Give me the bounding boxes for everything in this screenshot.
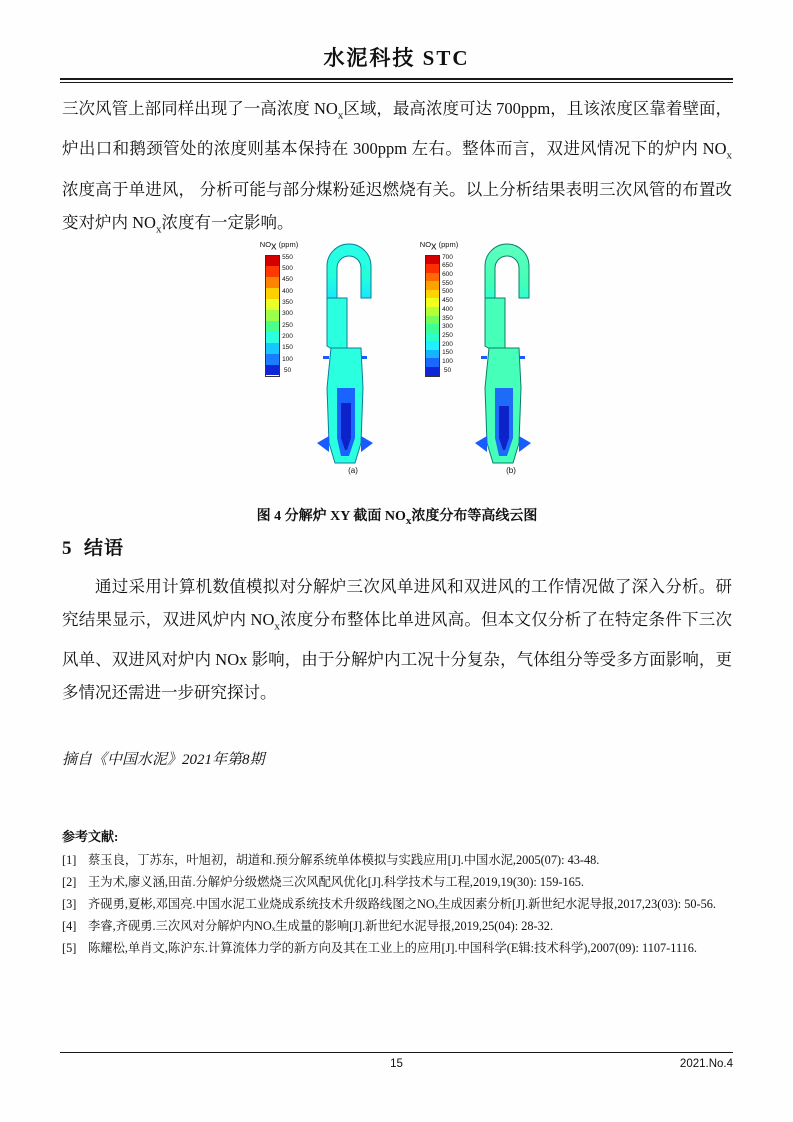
figure-caption-text: 图 4 分解炉 XY 截面 NO (256, 509, 406, 524)
page-header (60, 42, 733, 72)
legend-left-tick: 350 (282, 298, 293, 306)
legend-left-tick: 250 (282, 321, 293, 329)
section-body (62, 570, 732, 709)
list-item (62, 916, 734, 936)
figure-canvas (247, 228, 547, 493)
page-number: 15 (390, 1058, 403, 1070)
legend-right-tick: 500 (442, 288, 453, 296)
references-list (62, 850, 734, 960)
panel-label-a: (a) (348, 466, 358, 475)
paragraph-1-text-b: 区域，最高浓度可达 700ppm，且该浓度区靠着壁面，炉出口和鹅颈管处的浓度则基本保持在 300ppm 左右。整体而言，双进风情况下的炉内 NO (62, 99, 732, 159)
legend-left-tick: 300 (282, 310, 293, 318)
reference-text: 齐砚勇,夏彬,邓国亮.中国水泥工业烧成系统技术升级路线图之NOₓ生成因素分析[J].新世纪水泥导报,2017,23(03): 50-56. (88, 897, 716, 911)
reference-number: [2] (62, 875, 77, 889)
reference-number: [1] (62, 853, 77, 867)
figure-caption-sub: x (405, 514, 412, 527)
paragraph-1-text-c: 浓度高于单进风， 分析可能与部分煤粉延迟燃烧有关。以上分析结果表明三次风管的布置改变对炉内 NO (62, 179, 732, 232)
main-paragraph-block (62, 92, 732, 246)
figure-caption (62, 505, 732, 527)
legend-right-tick: 450 (442, 297, 453, 305)
legend-right-tick: 550 (442, 279, 453, 287)
legend-left-colorbar (265, 255, 280, 377)
reference-number: [5] (62, 941, 77, 955)
legend-right-tick: 100 (442, 358, 453, 366)
contour-plot-b (475, 238, 563, 488)
panel-label-b: (b) (506, 466, 516, 475)
list-item (62, 894, 734, 914)
legend-right-tick: 700 (442, 253, 453, 261)
legend-right-title-text: NO (419, 240, 432, 249)
legend-right-title-sub: x (431, 240, 437, 253)
list-item (62, 938, 734, 958)
legend-left-tick: 100 (282, 355, 293, 363)
subscript-x-3: x (155, 222, 162, 235)
legend-left-unit: (ppm) (278, 240, 299, 249)
contour-plot-a (317, 238, 405, 488)
footer-divider (60, 1052, 733, 1053)
paragraph-1-text-a: 三次风管上部同样出现了一高浓度 NO (62, 99, 338, 118)
legend-right-colorbar (425, 255, 440, 377)
subscript-x-2: x (726, 149, 732, 162)
references-title: 参考文献: (62, 829, 119, 844)
legend-right-title (407, 240, 471, 253)
section-heading (62, 533, 124, 560)
legend-left-title (247, 240, 311, 253)
legend-right-tick: 600 (442, 270, 453, 278)
legend-right-tick: 50 (443, 366, 452, 374)
paragraph-2-text-b: 浓度分布整体比单进风高。但本文仅分析了在特定条件下三次风单、双进风对炉内 NOx 影响，由于分解炉内工况十分复杂，气体组分等受多方面影响，更多情况还需进一步研究探讨。 (62, 610, 732, 703)
paragraph-2 (62, 570, 732, 709)
legend-left (247, 240, 311, 377)
legend-left-title-sub: x (271, 240, 277, 253)
reference-text: 王为术,廖义涵,田苗.分解炉分级燃烧三次风配风优化[J].科学技术与工程,2019,19(30): 159-165. (88, 875, 584, 889)
paragraph-1-text-d: 浓度有一定影响。 (161, 212, 294, 232)
legend-right-tick: 150 (442, 349, 453, 357)
legend-left-tick: 50 (283, 366, 292, 374)
legend-right-tick: 400 (442, 305, 453, 313)
legend-left-tick: 400 (282, 287, 293, 295)
section-number: 5 (62, 538, 73, 559)
paragraph-2-text-a: 通过采用计算机数值模拟对分解炉三次风单进风和双进风的工作情况做了深入分析。研究结果显示，双进风炉内 NO (62, 577, 732, 629)
paragraph-1 (62, 92, 732, 246)
legend-right-tick: 300 (442, 323, 453, 331)
legend-left-body (247, 255, 311, 377)
figure-caption-tail: 浓度分布等高线云图 (411, 509, 538, 524)
subscript-x-1: x (337, 109, 344, 122)
legend-right-tick: 250 (442, 331, 453, 339)
reference-text: 蔡玉良，丁苏东，叶旭初，胡道和.预分解系统单体模拟与实践应用[J].中国水泥,2005(07): 43-48. (88, 853, 600, 867)
issue-label: 2021.No.4 (679, 1058, 733, 1070)
header-divider-thin (60, 82, 733, 83)
legend-left-ticks (282, 255, 293, 375)
header-divider (60, 78, 733, 80)
legend-left-tick: 500 (282, 264, 293, 272)
legend-right-tick: 350 (442, 314, 453, 322)
legend-left-title-text: NO (259, 240, 272, 249)
legend-right-tick: 200 (442, 340, 453, 348)
source-note: 摘自《中国水泥》2021年第8期 (62, 752, 265, 768)
list-item (62, 850, 734, 870)
legend-right-body (407, 255, 471, 377)
legend-left-tick: 450 (282, 276, 293, 284)
legend-right (407, 240, 471, 377)
legend-right-unit: (ppm) (438, 240, 459, 249)
reference-text: 李睿,齐砚勇.三次风对分解炉内NOₓ生成量的影响[J].新世纪水泥导报,2019,25(04): 28-32. (88, 919, 554, 933)
section-title: 结语 (84, 538, 125, 559)
legend-left-tick: 200 (282, 332, 293, 340)
reference-number: [3] (62, 897, 77, 911)
list-item (62, 872, 734, 892)
journal-title: 水泥科技 STC (323, 46, 470, 70)
legend-left-tick: 550 (282, 253, 293, 261)
legend-right-tick: 650 (442, 262, 453, 270)
paragraph-2-sub: x (274, 620, 280, 633)
figure-4 (62, 228, 732, 498)
legend-right-ticks (442, 255, 453, 375)
legend-left-tick: 150 (282, 344, 293, 352)
reference-number: [4] (62, 919, 77, 933)
reference-text: 陈耀松,单肖文,陈沪东.计算流体力学的新方向及其在工业上的应用[J].中国科学(E辑:技术科学),2007(09): 1107-1116. (88, 941, 698, 955)
